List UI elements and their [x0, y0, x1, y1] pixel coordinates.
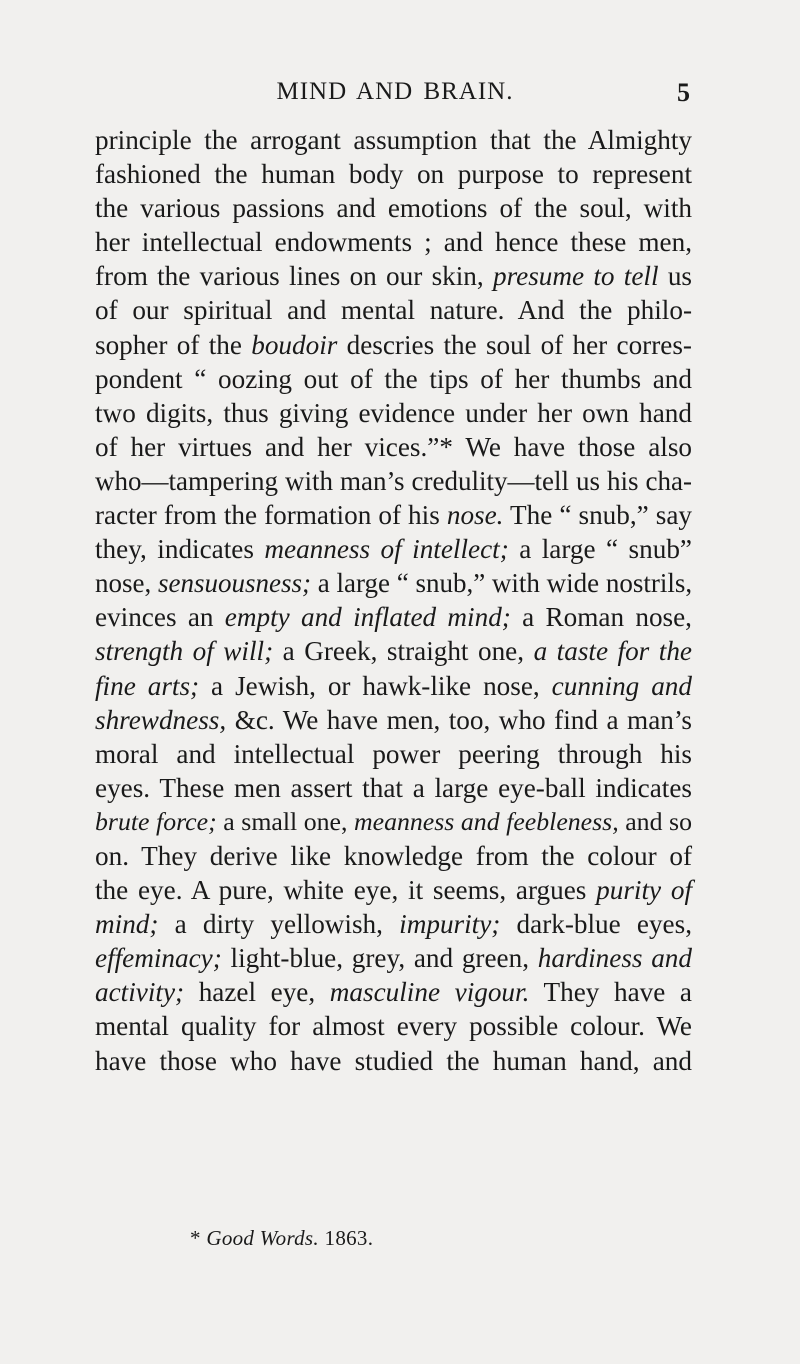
- text-run: fashioned the human body on purpose to represent: [95, 159, 692, 190]
- text-run: of her virtues and her vices.”* We have those also: [95, 431, 692, 462]
- text-line: [95, 1044, 692, 1078]
- text-line: [95, 839, 692, 873]
- italic-text: strength of will;: [95, 636, 274, 667]
- italic-text: effeminacy;: [95, 943, 222, 974]
- text-line: [95, 669, 692, 703]
- text-line: [95, 430, 692, 464]
- text-run: a Jewish, or hawk-like nose,: [199, 670, 552, 701]
- text-line: [95, 907, 692, 941]
- text-run: a Greek, straight one,: [273, 636, 534, 667]
- text-run: they, indicates: [95, 534, 265, 565]
- text-run: mental quality for almost every possible colour. We: [95, 1011, 692, 1042]
- text-run: hazel eye,: [184, 977, 330, 1008]
- text-line: [95, 566, 692, 600]
- text-line: [95, 259, 692, 293]
- text-run: on. They derive like knowledge from the colour of: [95, 840, 692, 871]
- text-run: a dirty yellowish,: [158, 909, 400, 940]
- footnote: [190, 1226, 373, 1251]
- text-run: two digits, thus giving evidence under her own hand: [95, 397, 692, 428]
- text-line: [95, 157, 692, 191]
- text-run: light-blue, grey, and green,: [221, 943, 538, 974]
- text-run: &c. We have men, too, who find a man’s: [226, 704, 692, 735]
- text-run: eyes. These men assert that a large eye-ball indicates: [95, 772, 692, 803]
- text-run: us: [658, 261, 693, 292]
- text-run: who—tampering with man’s credulity—tell us his cha-: [95, 465, 692, 496]
- running-title: MIND AND BRAIN.: [276, 78, 514, 105]
- text-run: have those who have studied the human hand, and: [95, 1045, 692, 1076]
- text-run: a Roman nose,: [510, 602, 692, 633]
- text-run: nose,: [95, 568, 158, 599]
- italic-text: brute force;: [95, 806, 217, 836]
- page-number: 5: [677, 78, 690, 107]
- text-line: [95, 1009, 692, 1043]
- italic-text: hardiness and: [537, 943, 692, 974]
- italic-text: empty and inflated mind;: [224, 602, 511, 633]
- text-run: descries the soul of her corres-: [337, 329, 692, 360]
- italic-text: impurity;: [399, 909, 501, 940]
- text-line: [95, 396, 692, 430]
- text-line: [95, 328, 692, 362]
- text-line: [95, 634, 692, 668]
- italic-text: presume to tell: [492, 261, 659, 292]
- text-run: and so: [618, 806, 692, 836]
- text-run: from the various lines on our skin,: [95, 261, 493, 292]
- italic-text: fine arts;: [95, 670, 200, 701]
- text-run: of our spiritual and mental nature. And the philo-: [95, 295, 692, 326]
- text-run: principle the arrogant assumption that the Almighty: [95, 125, 692, 155]
- text-line: [95, 737, 692, 771]
- text-run: dark-blue eyes,: [500, 909, 693, 940]
- text-run: a large “ snub”: [508, 534, 692, 565]
- text-line: [95, 703, 692, 737]
- text-line: [95, 123, 692, 157]
- text-line: [95, 941, 692, 975]
- italic-text: shrewdness,: [95, 704, 227, 735]
- text-line: [95, 805, 692, 839]
- footnote-mark: *: [190, 1226, 207, 1250]
- footnote-source: Good Words.: [206, 1226, 319, 1250]
- italic-text: a taste for the: [533, 636, 692, 667]
- italic-text: activity;: [95, 977, 185, 1008]
- text-run: pondent “ oozing out of the tips of her thumbs and: [95, 363, 692, 394]
- italic-text: mind;: [95, 909, 159, 940]
- italic-text: boudoir: [251, 329, 338, 360]
- text-line: [95, 464, 692, 498]
- text-run: sopher of the: [95, 329, 252, 360]
- footnote-year: 1863.: [318, 1226, 374, 1250]
- text-run: the eye. A pure, white eye, it seems, argues: [95, 875, 597, 906]
- text-run: They have a: [529, 977, 692, 1008]
- text-run: The “ snub,” say: [503, 500, 693, 531]
- italic-text: masculine vigour.: [329, 977, 530, 1008]
- running-head: [90, 78, 690, 118]
- text-line: [95, 873, 692, 907]
- body-text: [95, 123, 692, 1078]
- italic-text: meanness of intellect;: [264, 534, 509, 565]
- text-line: [95, 225, 692, 259]
- italic-text: nose.: [446, 500, 504, 531]
- text-run: the various passions and emotions of the soul, with: [95, 193, 692, 224]
- text-line: [95, 532, 692, 566]
- italic-text: meanness and feebleness,: [354, 806, 619, 836]
- italic-text: cunning and: [551, 670, 692, 701]
- text-line: [95, 498, 692, 532]
- text-line: [95, 771, 692, 805]
- italic-text: sensuousness;: [158, 568, 311, 599]
- text-line: [95, 293, 692, 327]
- text-run: moral and intellectual power peering through his: [95, 738, 692, 769]
- text-run: her intellectual endowments ; and hence these men,: [95, 227, 692, 258]
- text-line: [95, 600, 692, 634]
- text-line: [95, 362, 692, 396]
- text-line: [95, 975, 692, 1009]
- text-run: a large “ snub,” with wide nostrils,: [311, 568, 693, 599]
- italic-text: purity of: [596, 875, 692, 906]
- text-run: evinces an: [95, 602, 225, 633]
- text-run: a small one,: [216, 806, 355, 836]
- text-line: [95, 191, 692, 225]
- text-run: racter from the formation of his: [95, 500, 447, 531]
